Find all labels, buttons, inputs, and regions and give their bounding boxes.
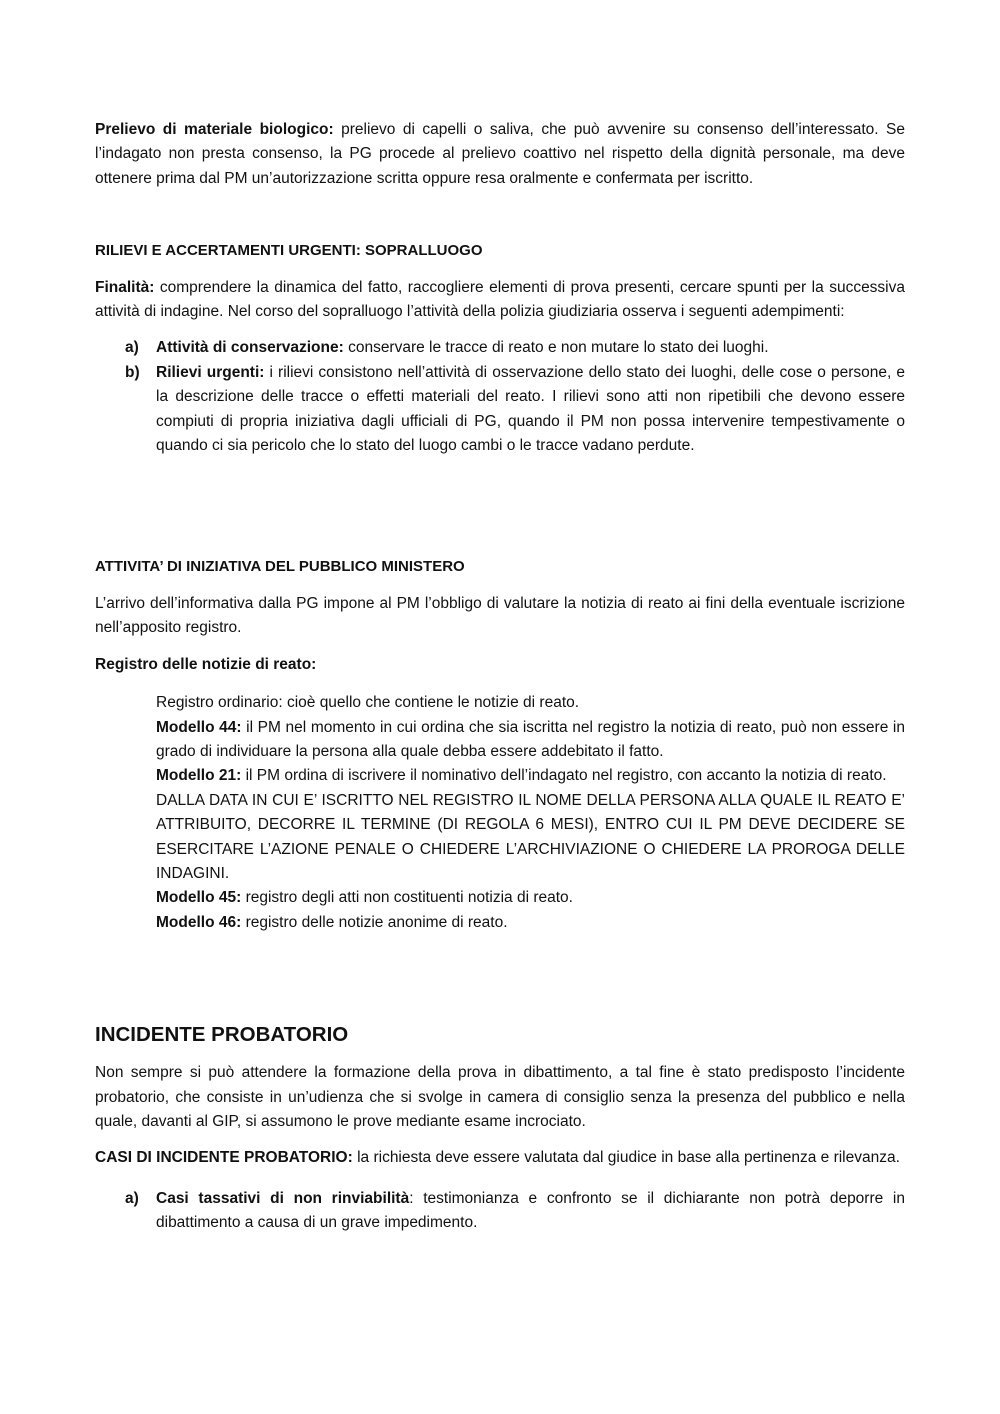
list-item-label: Attività di conservazione:	[156, 339, 344, 357]
model-46-label: Modello 46:	[156, 913, 242, 931]
model-45-label: Modello 45:	[156, 889, 242, 907]
list-item-text: conservare le tracce di reato e non mutare lo stato dei luoghi.	[343, 339, 769, 357]
list-marker: a)	[125, 339, 139, 357]
biological-sample-text: prelievo di capelli o saliva, che può avvenire su consenso dell’interessato. Se l’indagato non presta consenso, la PG procede al prelievo coattivo nel rispetto della dignità personale, ma deve ottenere prima dal PM un’autorizzazione scritta oppure resa oralmente e confermata per iscritto.	[95, 121, 905, 187]
model-45-text: registro degli atti non costituenti notizia di reato.	[241, 889, 573, 907]
list-item-label: Casi tassativi di non rinviabilità	[156, 1189, 410, 1207]
list-marker: b)	[125, 363, 140, 381]
incidente-cases	[95, 1146, 905, 1170]
model-46	[156, 911, 905, 935]
biological-sample-paragraph	[95, 118, 905, 191]
list-item-text: : testimonianza e confronto se il dichiarante non potrà deporre in dibattimento a causa di un grave impedimento.	[156, 1189, 905, 1232]
model-45	[156, 886, 905, 910]
list-item-text: i rilievi consistono nell’attività di osservazione dello stato dei luoghi, delle cose o persone, e la descrizione delle tracce o effetti materiali del reato. I rilievi sono atti non ripetibili che devono essere compiuti di propria iniziativa dagli ufficiali di PG, quando il PM non possa intervenire tempestivamente o quando ci sia pericolo che lo stato del luogo cambi o le tracce vadano perdute.	[156, 363, 906, 455]
sopralluogo-intro	[95, 276, 905, 325]
finalita-text: comprendere la dinamica del fatto, raccogliere elementi di prova presenti, cercare spunti per la successiva attività di indagine. Nel corso del sopralluogo l’attività della polizia giudiziaria osserva i seguenti adempimenti:	[95, 278, 905, 321]
model-44-text: il PM nel momento in cui ordina che sia iscritta nel registro la notizia di reato, può non essere in grado di individuare la persona alla quale debba essere addebitato il fatto.	[156, 718, 905, 760]
model-44	[156, 716, 905, 765]
model-46-text: registro delle notizie anonime di reato.	[241, 913, 508, 931]
model-21-text: il PM ordina di iscrivere il nominativo dell’indagato nel registro, con accanto la notizia di reato.	[241, 767, 887, 785]
cases-label: CASI DI INCIDENTE PROBATORIO:	[95, 1149, 353, 1167]
list-item	[95, 361, 905, 459]
incidente-heading: INCIDENTE PROBATORIO	[95, 1023, 349, 1047]
sopralluogo-heading: RILIEVI E ACCERTAMENTI URGENTI: SOPRALLUOGO	[95, 242, 483, 260]
model-21	[156, 764, 905, 788]
incidente-list	[95, 1187, 905, 1236]
incidente-intro: Non sempre si può attendere la formazione della prova in dibattimento, a tal fine è stato predisposto l’incidente probatorio, che consiste in un’udienza che si svolge in camera di consiglio senza la presenza del pubblico e nella quale, davanti al GIP, si assumono le prove mediante esame incrociato.	[95, 1064, 905, 1130]
registry-label-text: Registro delle notizie di reato:	[95, 655, 317, 673]
term-notice: DALLA DATA IN CUI E’ ISCRITTO NEL REGISTRO IL NOME DELLA PERSONA ALLA QUALE IL REATO E’ ATTRIBUITO, DECORRE IL TERMINE (DI REGOLA 6 MESI), ENTRO CUI IL PM DEVE DECIDERE SE ESERCITARE L’AZIONE PENALE O CHIEDERE L’ARCHIVIAZIONE O CHIEDERE LA PROROGA DELLE INDAGINI.	[156, 791, 905, 882]
cases-text: la richiesta deve essere valutata dal giudice in base alla pertinenza e rilevanza.	[352, 1149, 900, 1167]
model-21-label: Modello 21:	[156, 767, 242, 785]
list-item	[95, 1187, 905, 1236]
pm-intro: L’arrivo dell’informativa dalla PG impone al PM l’obbligo di valutare la notizia di reato ai fini della eventuale iscrizione nell’apposito registro.	[95, 594, 905, 637]
finalita-label: Finalità:	[95, 278, 155, 296]
model-44-label: Modello 44:	[156, 718, 242, 736]
list-marker: a)	[125, 1189, 139, 1207]
list-item	[95, 336, 905, 360]
document-page	[95, 118, 905, 1236]
registry-ordinary: Registro ordinario: cioè quello che contiene le notizie di reato.	[156, 694, 580, 712]
registry-block	[156, 691, 905, 935]
sopralluogo-list	[95, 336, 905, 458]
pm-heading: ATTIVITA’ DI INIZIATIVA DEL PUBBLICO MINISTERO	[95, 558, 465, 576]
biological-sample-label: Prelievo di materiale biologico:	[95, 121, 334, 138]
registry-label	[95, 653, 905, 677]
list-item-label: Rilievi urgenti:	[156, 363, 265, 381]
